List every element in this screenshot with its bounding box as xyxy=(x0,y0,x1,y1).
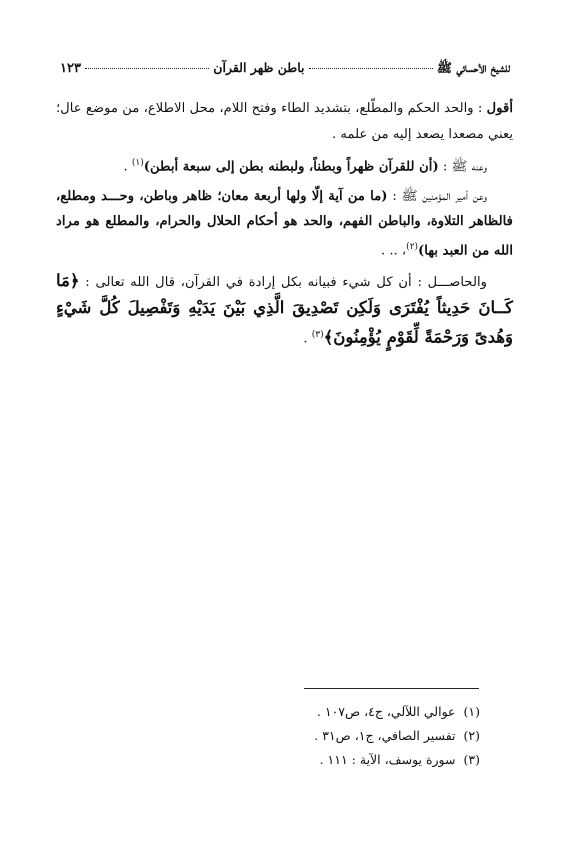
header-leader-dots-2 xyxy=(85,68,209,69)
footnote-text: تفسير الصافي، ج١، ص٣١ . xyxy=(314,728,456,743)
paragraph-end: . xyxy=(123,159,132,175)
footnote-text: سورة يوسف، الآية : ١١١ . xyxy=(319,752,456,767)
footnote-ref[interactable]: (٢) xyxy=(406,241,419,252)
running-header xyxy=(60,60,510,79)
header-title: باطن ظهر القرآن xyxy=(213,60,305,75)
hadith-quote: (أن للقرآن ظهراً وبطناً، ولبطنه بطن إلى سبعة أبطن) xyxy=(143,159,439,175)
hadith-quote: (ما من آية إلّا ولها أربعة معان؛ ظاهر وباطن، وحـــد ومطلع، فالظاهر التلاوة، والباطن الفهم، والحد هو أحكام الحلال والحرام، والمطلع هو مراد الله من العبد بها) xyxy=(56,188,513,259)
paragraph-text: وعنه ﷺ : xyxy=(438,159,487,175)
paragraph-1 xyxy=(56,96,513,147)
quran-verse: ﴿مَا كَــانَ حَدِيثاً يُفْتَرَى وَلَكِن تَصْدِيقَ الَّذِي بَيْنَ يَدَيْهِ وَتَفْصِيلَ كُلَّ شَيْءٍ وَهُدىً وَرَحْمَةً لِّقَوْمٍ يُؤْمِنُونَ﴾ xyxy=(56,270,513,347)
paragraph-text: والحاصـــل : أن كل شيء فبيانه بكل إرادة في القرآن، قال الله تعالى : xyxy=(79,274,487,290)
paragraph-text: وعن أمير المؤمنين ﷺ : xyxy=(387,188,487,204)
header-leader-dots-1 xyxy=(309,68,433,69)
footnote-number: (٢) xyxy=(463,728,480,743)
paragraph-2 xyxy=(56,151,513,180)
paragraph-end: ، .. . xyxy=(380,243,407,259)
footnote-item xyxy=(200,724,480,748)
paragraph-end: . xyxy=(303,331,312,347)
footnote-separator xyxy=(304,688,479,689)
footnote-number: (١) xyxy=(463,704,480,719)
footnote-number: (٣) xyxy=(463,752,480,767)
footnote-text: عوالي اللآلي، ج٤، ص١٠٧ . xyxy=(316,704,456,719)
footnote-item xyxy=(200,748,480,772)
main-text xyxy=(56,96,513,356)
header-author: للشيخ الأحسائي ﷺ xyxy=(436,60,510,75)
footnotes xyxy=(200,700,480,772)
paragraph-3 xyxy=(56,184,513,264)
footnote-ref[interactable]: (١) xyxy=(131,158,144,168)
page-number: ١٢٣ xyxy=(60,61,81,76)
paragraph-4 xyxy=(56,268,513,352)
footnote-item xyxy=(200,700,480,724)
footnote-ref[interactable]: (٣) xyxy=(311,329,324,340)
paragraph-lead: أقول xyxy=(486,101,513,116)
paragraph-text: : والحد الحكم والمطّلع، بتشديد الطاء وفتح اللام، محل الاطلاع، من موضع عال؛ يعني مصعدا يصعد إليه من علمه . xyxy=(56,101,513,142)
